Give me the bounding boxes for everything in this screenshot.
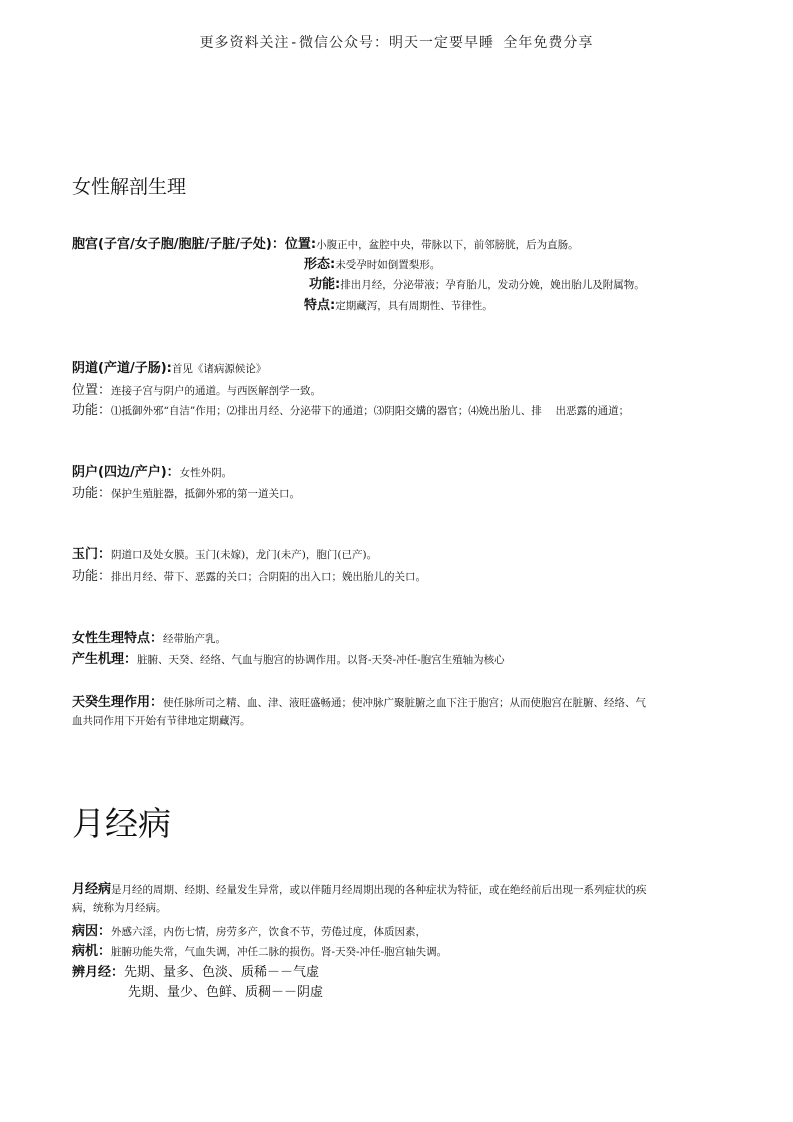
menstrual-cause-row bbox=[72, 920, 426, 939]
uterus-feature-label: 特点: bbox=[304, 298, 336, 313]
physiology-feature-text: 经带胎产乳。 bbox=[163, 633, 227, 645]
menstrual-def-label: 月经病 bbox=[72, 882, 112, 897]
uterus-row-position bbox=[72, 233, 579, 252]
physiology-mechanism-row bbox=[72, 648, 505, 667]
physiology-tiangui-text: 使任脉所司之精、血、津、液旺盛畅通；使冲脉广聚脏腑之血下注于胞宫；从而使胞宫在脏腑、经络、气 bbox=[163, 697, 647, 709]
physiology-mechanism-label: 产生机理： bbox=[72, 652, 138, 667]
vulva-label: 阴户(四边/产户)： bbox=[72, 465, 180, 480]
vulva-function-label: 功能： bbox=[72, 486, 112, 501]
menstrual-def-text: 是月经的周期、经期、经量发生异常，或以伴随月经周期出现的各种症状为特征，或在绝经前后出现一系列症状的疾 bbox=[111, 884, 647, 896]
menstrual-diff-text1: 先期、量多、色淡、质稀－－气虚 bbox=[124, 965, 320, 980]
physiology-tiangui-row bbox=[72, 691, 646, 710]
jademen-function-label: 功能： bbox=[72, 569, 112, 584]
vagina-position-text: 连接子宫与阴户的通道。与西医解剖学一致。 bbox=[111, 385, 322, 397]
uterus-shape-text: 未受孕时如倒置梨形。 bbox=[335, 259, 441, 271]
jademen-label-text: 阴道口及处女膜。玉门(未嫁)，龙门(未产)，胞门(已产)。 bbox=[111, 549, 378, 561]
uterus-row-function bbox=[309, 273, 645, 292]
menstrual-def-line2: 病，统称为月经病。 bbox=[72, 902, 167, 914]
uterus-position-text: 小腹正中，盆腔中央，带脉以下，前邻膀胱，后为直肠。 bbox=[316, 239, 579, 251]
menstrual-mech-row bbox=[72, 940, 447, 959]
jademen-function-text: 排出月经、带下、恶露的关口；合阴阳的出入口；娩出胎儿的关口。 bbox=[111, 571, 427, 583]
physiology-feature-row bbox=[72, 627, 226, 646]
menstrual-cause-label: 病因： bbox=[72, 924, 112, 939]
uterus-label: 胞宫(子宫/女子胞/胞脏/子脏/子处)： bbox=[72, 237, 285, 252]
jademen-label: 玉门： bbox=[72, 547, 112, 562]
vulva-function-row bbox=[72, 482, 300, 501]
uterus-function-text: 排出月经，分泌带液；孕育胎儿，发动分娩，娩出胎儿及附属物。 bbox=[340, 279, 645, 291]
vulva-row bbox=[72, 461, 232, 480]
menstrual-mech-label: 病机： bbox=[72, 944, 112, 959]
physiology-tiangui-label: 天癸生理作用： bbox=[72, 695, 164, 710]
uterus-shape-label: 形态: bbox=[304, 257, 336, 272]
uterus-function-label: 功能: bbox=[309, 277, 341, 292]
menstrual-mech-text: 脏腑功能失常，气血失调，冲任二脉的损伤。肾-天癸-冲任-胞宫轴失调。 bbox=[111, 946, 448, 958]
menstrual-diff-row bbox=[72, 961, 319, 980]
jademen-row bbox=[72, 543, 377, 562]
uterus-row-shape bbox=[304, 253, 440, 272]
menstrual-diff-label: 辨月经： bbox=[72, 965, 125, 980]
menstrual-cause-text: 外感六淫，内伤七情，房劳多产，饮食不节，劳倦过度，体质因素， bbox=[111, 926, 427, 938]
physiology-feature-label: 女性生理特点： bbox=[72, 631, 164, 646]
uterus-position-label: 位置: bbox=[284, 237, 317, 252]
uterus-feature-text: 定期藏泻，具有周期性、节律性。 bbox=[335, 300, 493, 312]
vulva-label-text: 女性外阴。 bbox=[179, 467, 233, 479]
physiology-mechanism-text: 脏腑、天癸、经络、气血与胞宫的协调作用。以肾-天癸-冲任-胞宫生殖轴为核心 bbox=[137, 654, 505, 666]
vagina-function-label: 功能： bbox=[72, 403, 112, 418]
physiology-tiangui-line2: 血共同作用下开始有节律地定期藏泻。 bbox=[72, 715, 251, 727]
vagina-function-text: ⑴抵御外邪“自洁”作用；⑵排出月经、分泌带下的通道；⑶阴阳交媾的器官；⑷娩出胎儿、排 出恶露的通道； bbox=[111, 405, 630, 417]
menstrual-diff-text2: 先期、量少、色鲜、质稠－－阴虚 bbox=[128, 985, 324, 1000]
section-title: 女性解剖生理 bbox=[72, 176, 187, 198]
vagina-label-text: 首见《诸病源候论》 bbox=[171, 363, 267, 375]
vagina-label: 阴道(产道/子肠): bbox=[72, 361, 172, 376]
vagina-row bbox=[72, 357, 266, 376]
menstrual-def-row bbox=[72, 878, 647, 897]
vagina-function-row bbox=[72, 399, 629, 418]
jademen-function-row bbox=[72, 565, 426, 584]
page-header: 更多资料关注-微信公众号：明天一定要早睡 全年免费分享 bbox=[199, 35, 594, 51]
uterus-row-feature bbox=[304, 294, 493, 313]
section-title: 月经病 bbox=[72, 804, 171, 843]
vagina-position-label: 位置： bbox=[72, 383, 112, 398]
vulva-function-text: 保护生殖脏器，抵御外邪的第一道关口。 bbox=[111, 488, 301, 500]
vagina-position-row bbox=[72, 379, 321, 398]
